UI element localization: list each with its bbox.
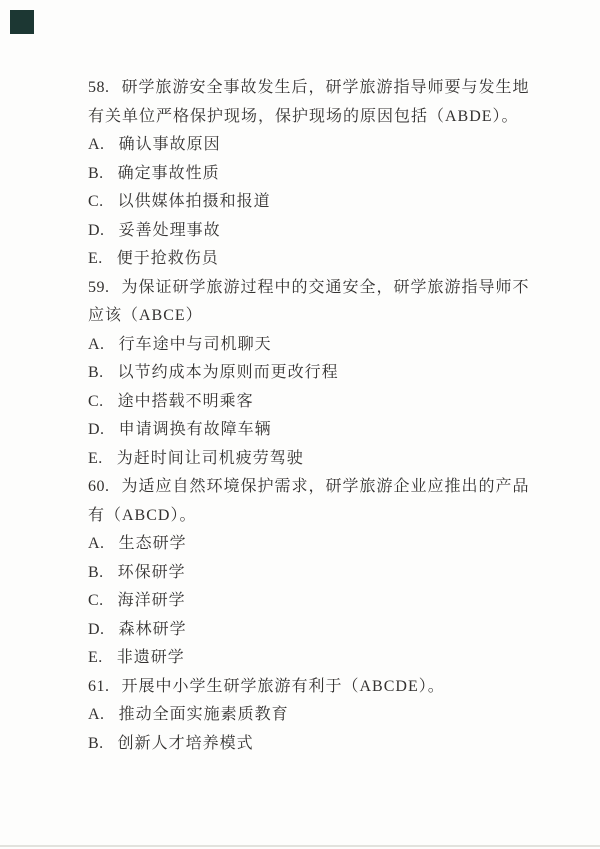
option-label: A. [88,706,105,723]
question-59-option-e [88,445,532,474]
option-text: 确定事故性质 [117,164,220,182]
option-label: D. [88,421,105,438]
question-58-stem-text-2: 有关单位严格保护现场，保护现场的原因包括（ABDE）。 [88,107,519,125]
question-60-option-c [88,587,532,616]
question-list [88,74,532,758]
option-label: B. [88,563,104,581]
question-60-number: 60. [88,478,110,495]
question-58-stem-line-2 [88,103,532,132]
scan-corner-artifact [10,10,34,34]
question-58-option-b [88,160,532,189]
option-label: B. [88,164,104,182]
question-60-stem-line-1 [88,473,532,502]
option-label: E. [88,449,103,467]
question-60 [88,473,532,673]
question-60-option-d [88,616,532,645]
option-label: A. [88,136,105,153]
question-58 [88,74,532,274]
option-label: C. [88,592,104,609]
scan-bottom-edge-artifact [0,845,600,847]
question-60-option-e [88,644,532,673]
option-label: D. [88,221,105,239]
option-label: C. [88,193,104,210]
option-text: 海洋研学 [117,592,186,609]
question-60-option-b [88,559,532,588]
option-label: B. [88,734,104,752]
option-text: 环保研学 [117,563,186,581]
question-59-option-d [88,416,532,445]
question-59-option-b [88,359,532,388]
option-text: 便于抢救伤员 [116,250,219,267]
option-text: 非遗研学 [116,649,185,666]
option-text: 申请调换有故障车辆 [118,421,272,438]
option-text: 行车途中与司机聊天 [118,335,272,353]
option-text: 创新人才培养模式 [117,734,254,752]
question-59 [88,274,532,474]
option-label: A. [88,535,105,552]
question-59-option-a [88,331,532,360]
question-60-stem-text-1: 为适应自然环境保护需求，研学旅游企业应推出的产品 [121,478,530,495]
option-label: B. [88,364,104,381]
question-60-stem-line-2 [88,502,532,531]
option-text: 推动全面实施素质教育 [118,706,289,723]
question-59-number: 59. [88,278,110,296]
option-text: 确认事故原因 [118,136,221,153]
option-label: D. [88,620,105,638]
option-text: 为赶时间让司机疲劳驾驶 [116,449,304,467]
option-label: E. [88,649,103,666]
question-60-stem-text-2: 有（ABCD）。 [88,506,197,524]
question-59-option-c [88,388,532,417]
question-58-number: 58. [88,79,110,96]
option-text: 森林研学 [118,620,187,638]
option-label: A. [88,335,105,353]
question-59-stem-text-1: 为保证研学旅游过程中的交通安全，研学旅游指导师不 [121,278,530,296]
question-59-stem-text-2: 应该（ABCE） [88,307,203,324]
question-58-stem-line-1 [88,74,532,103]
question-58-option-e [88,245,532,274]
question-58-option-d [88,217,532,246]
question-61-option-b [88,730,532,759]
question-61 [88,673,532,759]
question-59-stem-line-1 [88,274,532,303]
question-61-number: 61. [88,677,110,695]
question-58-option-c [88,188,532,217]
question-61-stem-line-1 [88,673,532,702]
option-label: E. [88,250,103,267]
option-text: 妥善处理事故 [118,221,221,239]
question-61-option-a [88,701,532,730]
question-61-stem-text-1: 开展中小学生研学旅游有利于（ABCDE）。 [121,677,445,695]
question-58-stem-text-1: 研学旅游安全事故发生后，研学旅游指导师要与发生地 [121,79,530,96]
question-58-option-a [88,131,532,160]
option-text: 以节约成本为原则而更改行程 [117,364,339,381]
option-text: 途中搭载不明乘客 [117,392,254,410]
option-text: 生态研学 [118,535,187,552]
question-59-stem-line-2 [88,302,532,331]
question-60-option-a [88,530,532,559]
option-text: 以供媒体拍摄和报道 [117,193,271,210]
option-label: C. [88,392,104,410]
